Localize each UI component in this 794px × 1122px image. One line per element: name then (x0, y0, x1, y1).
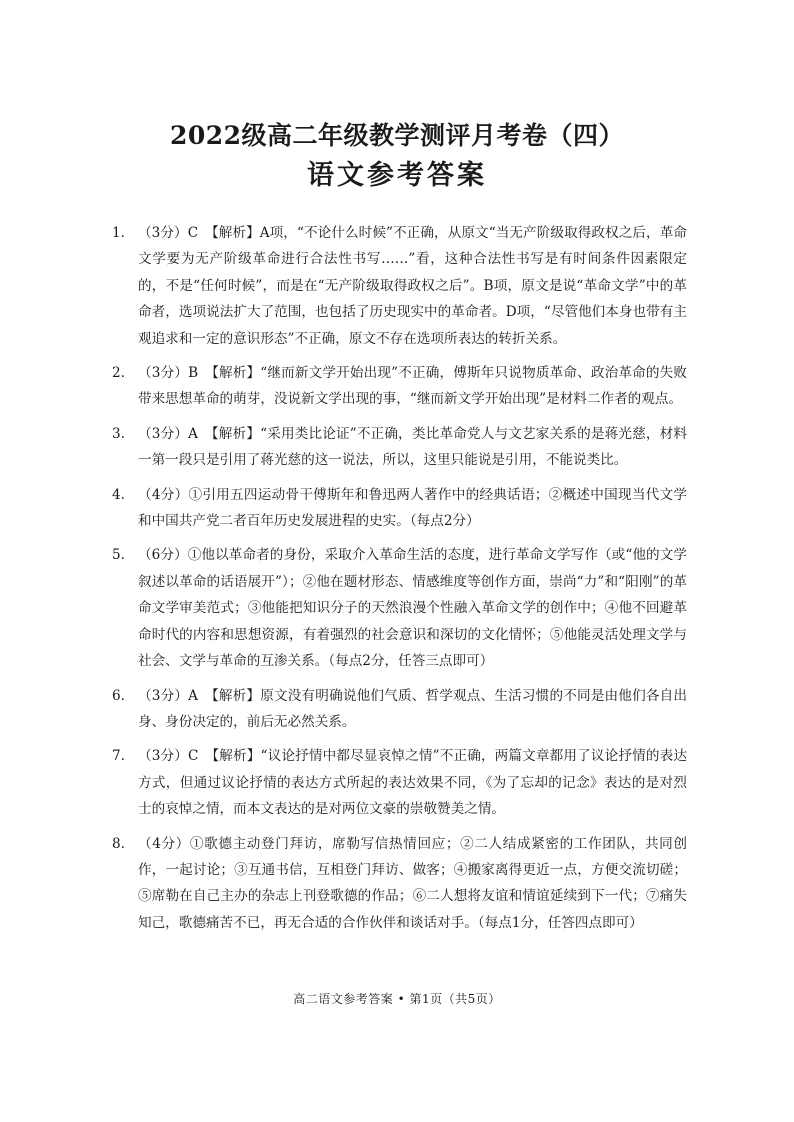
answer-text: （6分）①他以革命者的身份，采取介入革命生活的态度，进行革命文学写作（或“他的文学叙述以革命的话语展开”）；②他在题材形态、情感维度等创作方面，崇尚“力”和“阳刚”的革命文学审美范式；③他能把知识分子的天然浪漫个性融入革命文学的创作中；④他不回避革命时代的内容和思想资源，有着强烈的社会意识和深切的文化情怀；⑤他能灵活处理文学与社会、文学与革命的互渗关系。（每点2分，任答三点即可） (138, 547, 687, 670)
answer-item-4 (112, 482, 687, 535)
answer-text: （3分）A 【解析】“采用类比论证”不正确，类比革命党人与文艺家关系的是蒋光慈，材料一第一段只是引用了蒋光慈的这一说法，所以，这里只能说是引用，不能说类比。 (138, 425, 687, 469)
answer-text: （3分）C 【解析】“议论抒情中都尽显哀悼之情”不正确，两篇文章都用了议论抒情的表达方式，但通过议论抒情的表达方式所起的表达效果不同，《为了忘却的记念》表达的是对烈士的哀悼之情，而本文表达的是对两位文豪的崇敬赞美之情。 (138, 748, 687, 818)
answer-number: 1. (112, 225, 125, 241)
answer-item-7 (112, 743, 687, 822)
answer-text: （3分）C 【解析】A项，“不论什么时候”不正确，从原文“当无产阶级取得政权之后，革命文学要为无产阶级革命进行合法性书写……”看，这种合法性书写是有时间条件因素限定的，不是“任何时候”，而是在“无产阶级取得政权之后”。B项，原文是说“革命文学”中的革命者，选项说法扩大了范围，也包括了历史现实中的革命者。D项，“尽管他们本身也带有主观追求和一定的意识形态”不正确，原文不存在选项所表达的转折关系。 (138, 225, 687, 347)
answer-item-8 (112, 831, 687, 937)
answer-number: 5. (112, 547, 125, 564)
answer-item-3 (112, 421, 687, 474)
answer-item-2 (112, 360, 687, 413)
answer-number: 4. (112, 486, 125, 503)
answer-text: （4分）①歌德主动登门拜访，席勒写信热情回应；②二人结成紧密的工作团队，共同创作，一起讨论；③互通书信，互相登门拜访、做客；④搬家离得更近一点，方便交流切磋；⑤席勒在自己主办的杂志上刊登歌德的作品；⑥二人想将友谊和情谊延续到下一代；⑦痛失知己，歌德痛苦不已，再无合适的合作伙伴和谈话对手。（每点1分，任答四点即可） (138, 835, 687, 931)
answer-text: （4分）①引用五四运动骨干傅斯年和鲁迅两人著作中的经典话语；②概述中国现当代文学和中国共产党二者百年历史发展进程的史实。（每点2分） (138, 486, 687, 530)
answer-number: 3. (112, 425, 125, 442)
answer-item-5 (112, 542, 687, 674)
answer-number: 6. (112, 687, 125, 704)
answer-list (112, 220, 687, 944)
answer-item-6 (112, 683, 687, 736)
answer-number: 8. (112, 835, 125, 852)
page-title: 2022级高二年级教学测评月考卷（四） (169, 121, 625, 150)
answer-item-1 (112, 220, 687, 352)
page-subtitle: 语文参考答案 (307, 160, 487, 191)
answer-number: 2. (112, 365, 125, 382)
answer-number: 7. (112, 748, 125, 765)
answer-text: （3分）A 【解析】原文没有明确说他们气质、哲学观点、生活习惯的不同是由他们各自出身、身份决定的，前后无必然关系。 (138, 687, 687, 730)
page-footer: 高二语文参考答案 • 第1页（共5页） (293, 992, 501, 1006)
answer-text: （3分）B 【解析】“继而新文学开始出现”不正确，傅斯年只说物质革命、政治革命的失败带来思想革命的萌芽，没说新文学出现的事，“继而新文学开始出现”是材料二作者的观点。 (138, 365, 687, 408)
